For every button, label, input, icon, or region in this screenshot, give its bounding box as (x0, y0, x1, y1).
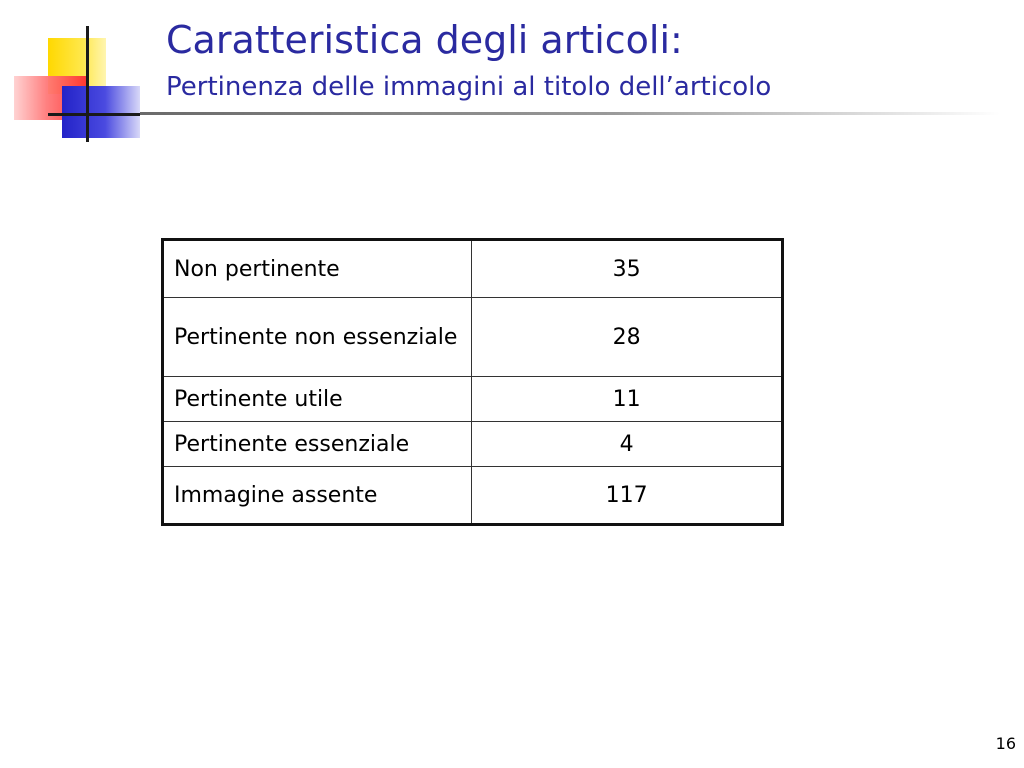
row-label: Immagine assente (163, 467, 472, 525)
slide-title: Caratteristica degli articoli: (166, 18, 683, 62)
table-row (163, 240, 783, 298)
row-value: 11 (472, 377, 783, 422)
slide-subtitle: Pertinenza delle immagini al titolo dell’articolo (166, 72, 772, 102)
table-row (163, 422, 783, 467)
logo-vertical-line (86, 26, 89, 142)
row-label: Non pertinente (163, 240, 472, 298)
row-label: Pertinente essenziale (163, 422, 472, 467)
row-value: 4 (472, 422, 783, 467)
row-label: Pertinente utile (163, 377, 472, 422)
logo-blue-square (62, 86, 140, 138)
page-number: 16 (995, 734, 1016, 753)
table-row (163, 467, 783, 525)
row-label: Pertinente non essenziale (163, 298, 472, 377)
data-table (161, 238, 784, 526)
table-row (163, 298, 783, 377)
row-value: 117 (472, 467, 783, 525)
row-value: 28 (472, 298, 783, 377)
row-value: 35 (472, 240, 783, 298)
title-divider (140, 112, 1000, 115)
table-row (163, 377, 783, 422)
logo-horizontal-line (48, 113, 140, 116)
